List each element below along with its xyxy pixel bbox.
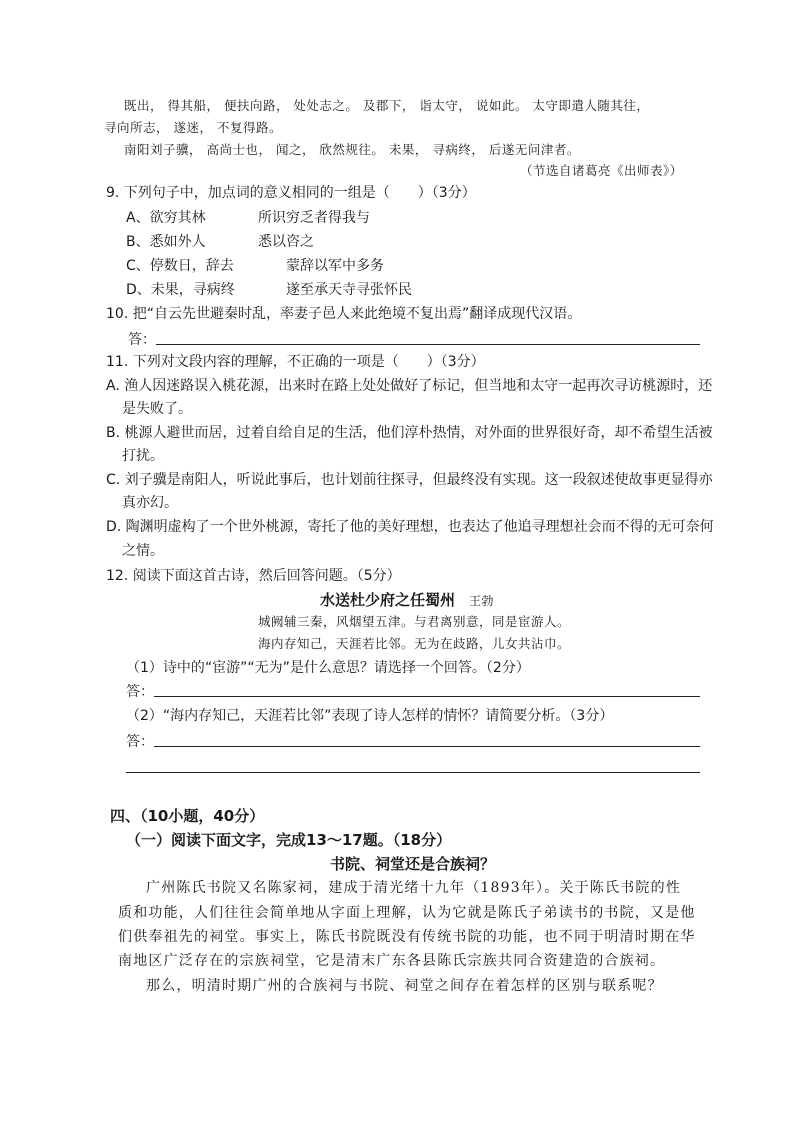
article-title: 书院、祠堂还是合族祠？ xyxy=(330,855,496,873)
answer-line[interactable] xyxy=(156,344,700,345)
article-line: 质和功能，人们往往会简单地从字面上理解，认为它就是陈氏子弟读书的书院，又是他 xyxy=(118,905,696,921)
section-subheading: （一）阅读下面文字，完成13～17题。（18分） xyxy=(126,831,452,849)
question-11-option-d: D. 陶渊明虚构了一个世外桃源，寄托了他的美好理想，也表达了他追寻理想社会而不得的无可奈何 xyxy=(106,519,714,535)
question-11-option-a: A. 渔人因迷路误入桃花源，出来时在路上处处做好了标记，但当地和太守一起再次寻访桃源时，还 xyxy=(106,378,713,394)
passage-line: 既出， 得其船， 便扶向路， 处处志之。 及郡下， 诣太守， 说如此。 太守即遣人随其往， xyxy=(124,98,650,113)
article-line: 们供奉祖先的祠堂。事实上，陈氏书院既没有传统书院的功能，也不同于明清时期在华 xyxy=(118,929,696,945)
answer-line[interactable] xyxy=(126,772,700,773)
answer-label: 答： xyxy=(126,684,154,700)
passage-line: 南阳刘子骥， 高尚士也， 闻之， 欣然规往。 未果， 寻病终， 后遂无问津者。 xyxy=(124,142,580,157)
passage-line: 寻向所志， 遂迷， 不复得路。 xyxy=(104,120,282,135)
question-12-sub1: （1）诗中的“宦游”“无为”是什么意思？请选择一个回答。（2分） xyxy=(126,660,530,676)
question-10-stem: 10. 把“自云先世避秦时乱，率妻子邑人来此绝境不复出焉”翻译成现代汉语。 xyxy=(106,306,582,322)
question-11-option-b-cont: 打扰。 xyxy=(122,448,164,464)
option-b-text: B、悉如外人 xyxy=(126,234,206,250)
question-11-option-a-cont: 是失败了。 xyxy=(122,401,192,417)
option-a-text: A、欲穷其林 xyxy=(126,210,206,226)
question-9-stem: 9. 下列句子中，加点词的意义相同的一组是（ ）（3分） xyxy=(106,185,476,201)
section-heading: 四、（10小题，40分） xyxy=(110,807,265,825)
article-line: 那么，明清时期广州的合族祠与书院、祠堂之间存在着怎样的区别与联系呢？ xyxy=(146,978,663,994)
answer-label: 答： xyxy=(126,734,154,750)
question-11-option-b: B. 桃源人避世而居，过着自给自足的生活，他们淳朴热情，对外面的世界很好奇，却不希望生活被 xyxy=(106,425,713,441)
question-12-stem: 12. 阅读下面这首古诗，然后回答问题。（5分） xyxy=(106,568,401,584)
question-11-stem: 11. 下列对文段内容的理解，不正确的一项是（ ）（3分） xyxy=(106,354,485,370)
option-c-compare: 蒙辞以军中多务 xyxy=(286,258,384,274)
poem-title: 水送杜少府之任蜀州 xyxy=(320,591,456,609)
poem-author: 王勃 xyxy=(469,594,495,608)
article-line: 南地区广泛存在的宗族祠堂，它是清末广东各县陈氏宗族共同合资建造的合族祠。 xyxy=(118,953,666,969)
option-b-compare: 悉以咨之 xyxy=(258,234,314,250)
question-11-option-c: C. 刘子骥是南阳人，听说此事后，也计划前往探寻，但最终没有实现。这一段叙述使故事更显得亦 xyxy=(106,472,713,488)
option-d-compare: 遂至承天寺寻张怀民 xyxy=(286,282,412,298)
question-12-sub2: （2）“海内存知己，天涯若比邻”表现了诗人怎样的情怀？请简要分析。（3分） xyxy=(126,708,614,724)
question-11-option-c-cont: 真亦幻。 xyxy=(122,495,178,511)
question-11-option-d-cont: 之情。 xyxy=(122,543,164,559)
option-c-text: C、停数日，辞去 xyxy=(126,258,234,274)
answer-line[interactable] xyxy=(154,746,700,747)
article-line: 广州陈氏书院又名陈家祠，建成于清光绪十九年（1893年）。关于陈氏书院的性 xyxy=(146,880,682,896)
answer-line[interactable] xyxy=(154,696,700,697)
answer-label: 答： xyxy=(128,332,156,348)
option-d-text: D、未果，寻病终 xyxy=(126,282,235,298)
poem-line: 城阙辅三秦，风烟望五津。与君离别意，同是宦游人。 xyxy=(258,614,571,629)
option-a-compare: 所识穷乏者得我与 xyxy=(258,210,370,226)
poem-title-line xyxy=(320,590,494,611)
poem-line: 海内存知己，天涯若比邻。无为在歧路，儿女共沾巾。 xyxy=(258,636,571,651)
passage-source: （节选自诸葛亮《出师表》） xyxy=(520,163,683,178)
